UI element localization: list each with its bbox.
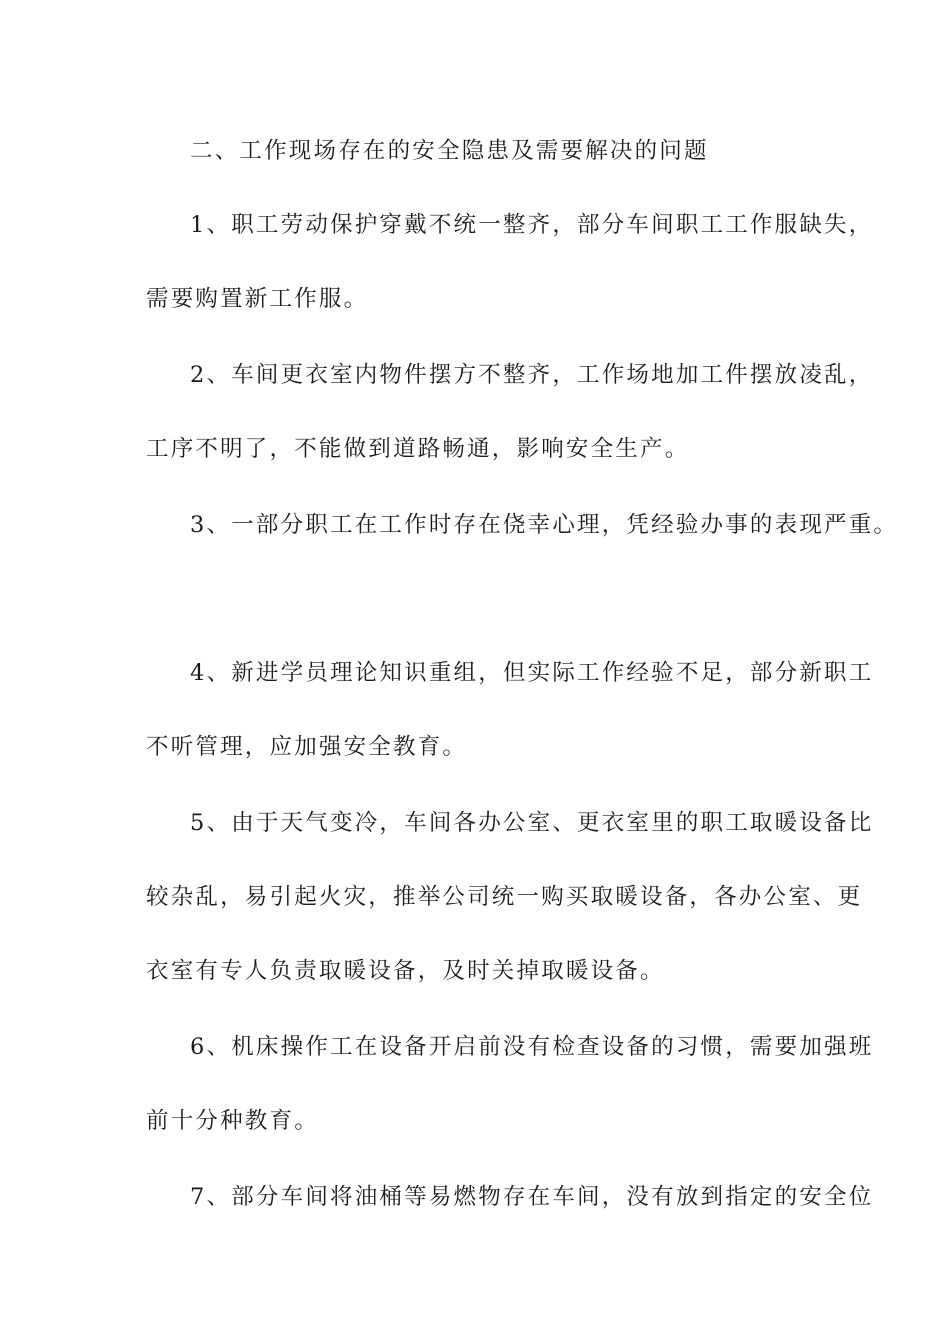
section-heading: 二、工作现场存在的安全隐患及需要解决的问题 [190,138,709,164]
item-5-line-1: 5、由于天气变冷，车间各办公室、更衣室里的职工取暖设备比 [190,810,874,836]
item-6-line-2: 前十分种教育。 [146,1108,319,1134]
item-4-line-1: 4、新进学员理论知识重组，但实际工作经验不足，部分新职工 [190,660,874,686]
item-2-line-2: 工序不明了，不能做到道路畅通，影响安全生产。 [146,436,690,462]
item-6-line-1: 6、机床操作工在设备开启前没有检查设备的习惯，需要加强班 [190,1034,874,1060]
item-5-line-3: 衣室有专人负责取暖设备，及时关掉取暖设备。 [146,958,665,984]
item-5-line-2: 较杂乱，易引起火灾，推举公司统一购买取暖设备，各办公室、更 [146,884,863,910]
item-1-line-2: 需要购置新工作服。 [146,286,369,312]
item-7-line-1: 7、部分车间将油桶等易燃物存在车间，没有放到指定的安全位 [190,1184,874,1210]
item-3-line-1: 3、一部分职工在工作时存在侥幸心理，凭经验办事的表现严重。 [190,512,899,538]
item-1-line-1: 1、职工劳动保护穿戴不统一整齐，部分车间职工工作服缺失， [190,212,874,238]
item-2-line-1: 2、车间更衣室内物件摆方不整齐，工作场地加工件摆放凌乱， [190,362,874,388]
item-4-line-2: 不听管理，应加强安全教育。 [146,734,468,760]
